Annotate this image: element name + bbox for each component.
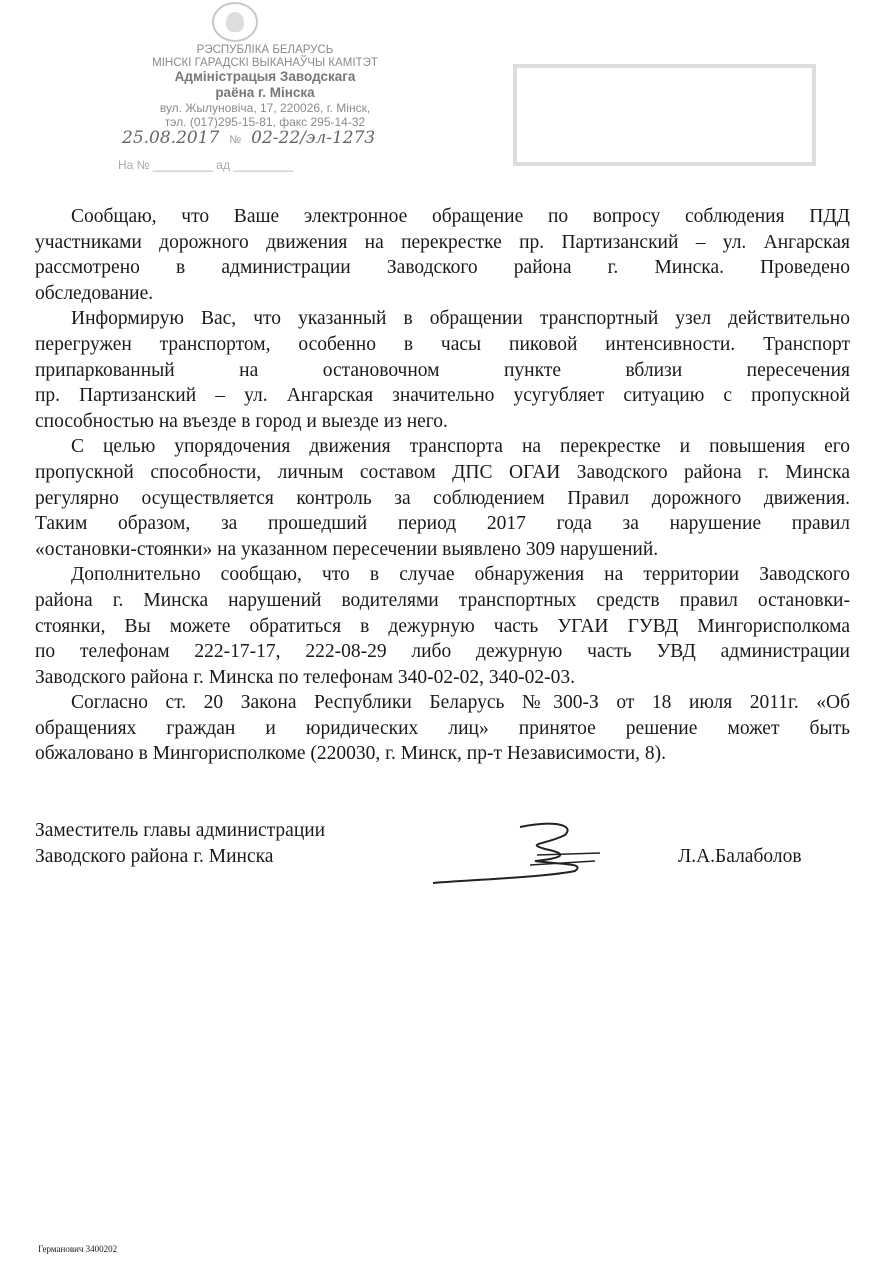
signer-position-2: Заводского района г. Минска [35,846,274,867]
signature-block [35,818,325,870]
body-line: обжаловано в Мингорисполкоме (220030, г. Минск, пр-т Независимости, 8). [35,743,666,765]
body-line: обследование. [35,282,154,304]
letterhead [100,44,430,129]
body-line: Информирую Вас, что указанный в обращении транспортный узел действительно [71,308,850,330]
emblem-icon [212,2,258,42]
handwritten-signature [425,815,625,890]
reply-reference: На № _________ ад _________ [118,158,294,172]
body-line: пропускной способности, личным составом ДПС ОГАИ Заводского района г. Минска [35,461,850,483]
signer-name: Л.А.Балаболов [678,846,802,867]
body-line: пр. Партизанский – ул. Ангарская значительно усугубляет ситуацию с пропускной [35,385,850,407]
body-line: припаркованный на остановочном пункте вблизи пересечения [35,359,850,381]
letterhead-phones: тэл. (017)295-15-81, факс 295-14-32 [164,115,366,129]
body-line: перегружен транспортом, особенно в часы пиковой интенсивности. Транспорт [35,333,850,355]
letter-date: 25.08.2017 [122,128,220,148]
body-line: Заводского района г. Минска по телефонам 340-02-02, 340-02-03. [35,666,575,688]
body-line: С целью упорядочения движения транспорта на перекрестке и повышения его [71,436,850,458]
body-line: участниками дорожного движения на перекрестке пр. Партизанский – ул. Ангарская [35,231,850,253]
letter-number: 02-22/эл-1273 [251,128,376,148]
signer-position-1: Заместитель главы администрации [35,820,326,841]
letterhead-address: вул. Жылуновіча, 17, 220026, г. Мінск, [159,101,371,115]
letterhead-admin-2: раёна г. Мінска [215,85,315,100]
body-line: Дополнительно сообщаю, что в случае обнаружения на территории Заводского [71,564,850,586]
body-line: района г. Минска нарушений водителями транспортных средств правил остановки- [35,589,850,611]
redacted-addressee [513,64,816,166]
body-line: стоянки, Вы можете обратиться в дежурную часть УГАИ ГУВД Мингорисполкома [35,615,850,637]
body-line: Сообщаю, что Ваше электронное обращение по вопросу соблюдения ПДД [71,206,850,227]
body-line: Таким образом, за прошедший период 2017 года за нарушение правил [35,513,850,535]
body-line: обращениях граждан и юридических лиц» принятое решение может быть [35,717,850,739]
body-line: рассмотрено в администрации Заводского района г. Минска. Проведено [35,257,850,279]
number-label: № [229,134,242,146]
body-line: «остановки-стоянки» на указанном пересечении выявлено 309 нарушений. [35,538,659,560]
footer-executor: Германович 3400202 [38,1244,118,1254]
body-line: регулярно осуществляется контроль за соблюдением Правил дорожного движения. [35,487,850,509]
body-line: Согласно ст. 20 Закона Республики Беларусь №300-З от 18 июля 2011г. «Об [71,692,850,714]
body-line: способностью на въезде в город и выезде из него. [35,410,448,432]
letterhead-committee: МІНСКІ ГАРАДСКІ ВЫКАНАЎЧЫ КАМІТЭТ [152,56,378,69]
letterhead-country: РЭСПУБЛІКА БЕЛАРУСЬ [196,44,334,56]
body-line: по телефонам 222-17-17, 222-08-29 либо дежурную часть УВД администрации [35,641,850,663]
letterhead-admin-1: Адміністрацыя Заводскага [174,69,356,84]
letter-body [35,204,850,767]
date-number-row [122,127,375,149]
